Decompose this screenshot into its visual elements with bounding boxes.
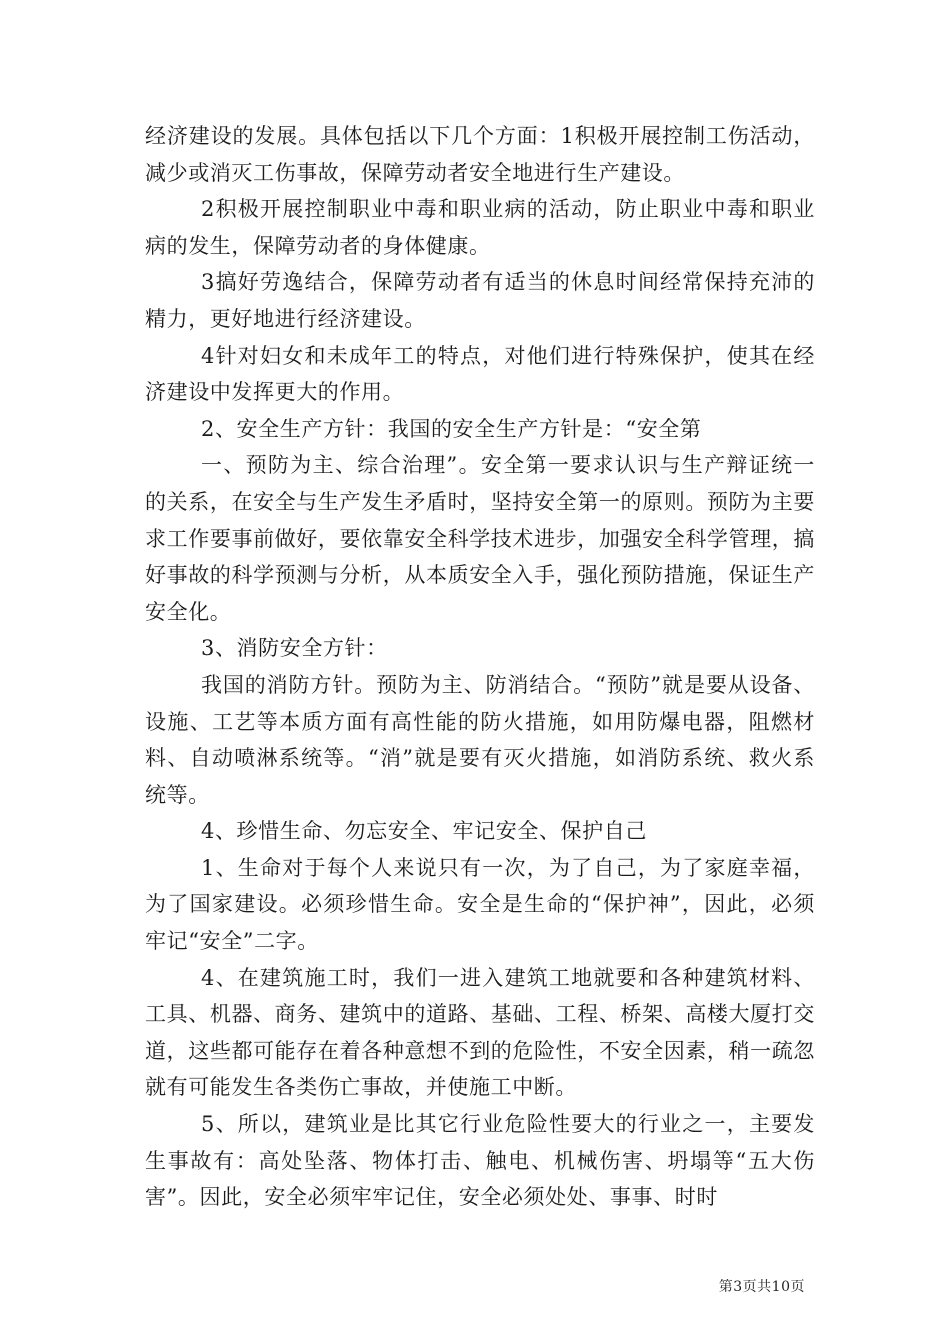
paragraph-3: 3搞好劳逸结合，保障劳动者有适当的休息时间经常保持充沛的精力，更好地进行经济建设。 [145, 270, 815, 331]
paragraph-2: 2积极开展控制职业中毒和职业病的活动，防止职业中毒和职业病的发生，保障劳动者的身体健康。 [145, 197, 815, 258]
paragraph-11: 4、在建筑施工时，我们一进入建筑工地就要和各种建筑材料、工具、机器、商务、建筑中的道路、基础、工程、桥架、高楼大厦打交道，这些都可能存在着各种意想不到的危险性，不安全因素，稍一疏忽就有可能发生各类伤亡事故，并使施工中断。 [145, 965, 815, 1100]
paragraph-5: 2、安全生产方针：我国的安全生产方针是：“安全第 [201, 416, 702, 441]
paragraph-12: 5、所以，建筑业是比其它行业危险性要大的行业之一，主要发生事故有：高处坠落、物体打击、触电、机械伤害、坍塌等“五大伤害”。因此，安全必须牢牢记住，安全必须处处、事事、时时 [145, 1112, 815, 1210]
paragraph-4: 4针对妇女和未成年工的特点，对他们进行特殊保护，使其在经济建设中发挥更大的作用。 [145, 343, 815, 405]
paragraph-8: 我国的消防方针。预防为主、防消结合。“预防”就是要从设备、设施、工艺等本质方面有高性能的防火措施，如用防爆电器，阻燃材料、自动喷淋系统等。“消”就是要有灭火措施，如消防系统、救火系统等。 [145, 672, 815, 807]
paragraph-6: 一、预防为主、综合治理”。安全第一要求认识与生产辩证统一的关系，在安全与生产发生矛盾时，坚持安全第一的原则。预防为主要求工作要事前做好，要依靠安全科学技术进步，加强安全科学管理，搞好事故的科学预测与分析，从本质安全入手，强化预防措施，保证生产安全化。 [145, 453, 815, 624]
paragraph-10: 1、生命对于每个人来说只有一次，为了自己，为了家庭幸福，为了国家建设。必须珍惜生命。安全是生命的“保护神”，因此，必须牢记“安全”二字。 [145, 855, 815, 954]
document-body [145, 118, 815, 1216]
paragraph-1: 经济建设的发展。具体包括以下几个方面：1积极开展控制工伤活动，减少或消灭工伤事故，保障劳动者安全地进行生产建设。 [145, 124, 815, 185]
paragraph-7: 3、消防安全方针： [201, 636, 388, 661]
paragraph-9: 4、珍惜生命、勿忘安全、牢记安全、保护自己 [201, 819, 647, 844]
page-number-footer: 第3页共10页 [718, 1279, 805, 1295]
